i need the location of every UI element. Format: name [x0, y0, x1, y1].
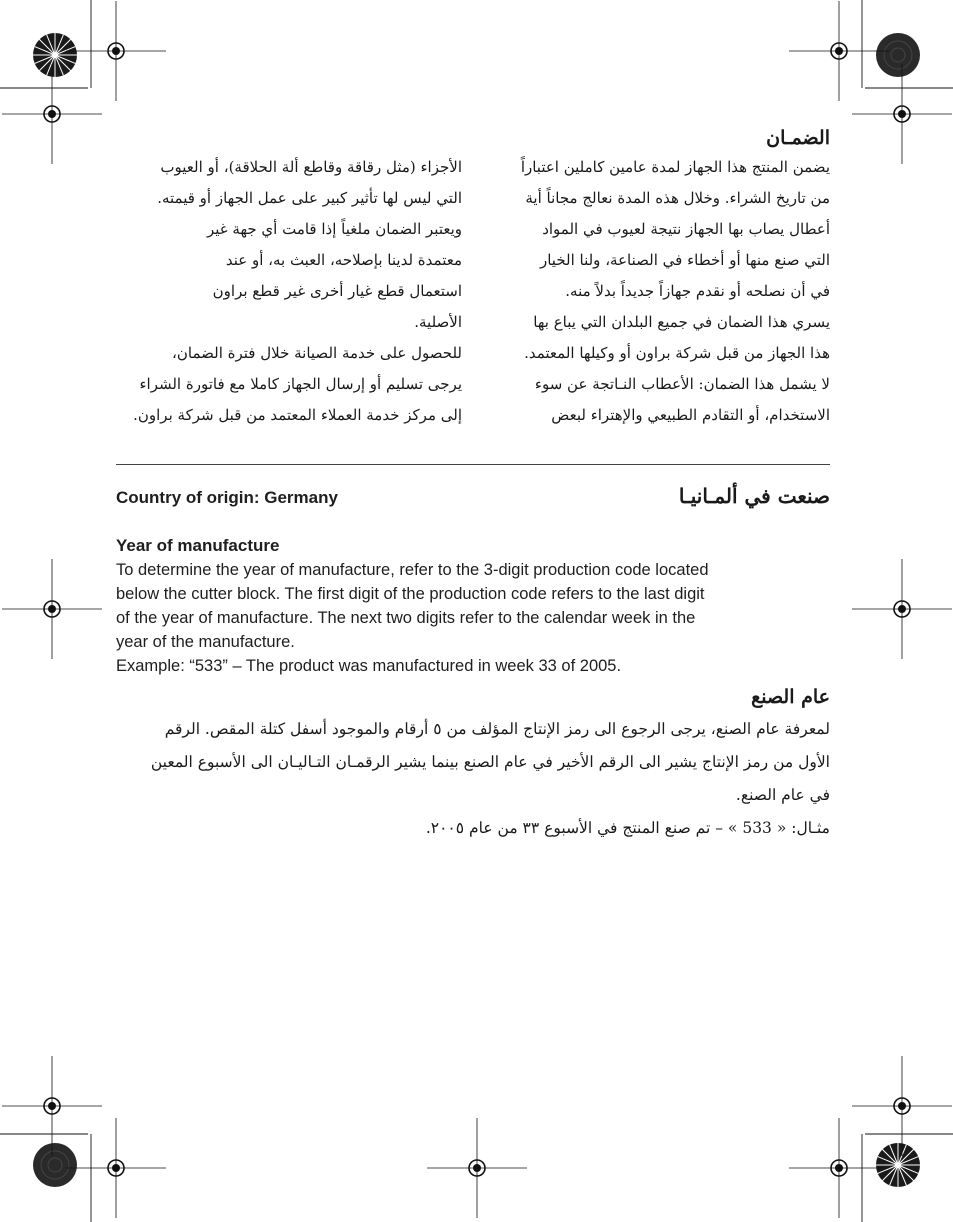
year-of-manufacture-text: To determine the year of manufacture, refer to the 3-digit production code located below the cutter block. The first digit of the production code refers to the last digit of the year of manufacture. The next two digits refer to the calendar week in the year of the manufacture. Example: “533” – The product was manufactured in week 33 of 2005. [116, 561, 709, 675]
warranty-text-right-column: يضمن المنتج هذا الجهاز لمدة عامين كاملين اعتباراً من تاريخ الشراء. وخلال هذه المدة نعالج مجاناً أية أعطال يصاب بها الجهاز نتيجة لعيوب في المواد التي صنع منها أو أخطاء في الصناعة، ولنا الخيار في أن نصلحه أو نقدم جهازاً جديداً بدلاً منه. يسري هذا الضمان في جميع البلدان التي يباع بها هذا الجهاز من قبل شركة براون أو وكيلها المعتمد. لا يشمل هذا الضمان: الأعطاب النـاتجة عن سوء الاستخدام، أو التقادم الطبيعي والإهتراء لبعض [520, 158, 830, 424]
country-of-origin-arabic: صنعت في ألمـانيـا [678, 484, 830, 508]
year-of-manufacture-heading: Year of manufacture [116, 536, 280, 555]
section-divider [116, 464, 830, 465]
year-of-manufacture-arabic-heading: عام الصنع [751, 686, 830, 708]
country-of-origin-english: Country of origin: Germany [116, 488, 338, 507]
warranty-text-left-column: الأجزاء (مثل رقاقة وقاطع ألة الحلاقة)، أو العيوب التي ليس لها تأثير كبير على عمل الجهاز أو قيمته. ويعتبر الضمان ملغياً إذا قامت أي جهة غير معتمدة لدينا بإصلاحه، العبث به، أو عند استعمال قطع غيار أخرى غير قطع براون الأصلية. للحصول على خدمة الصيانة خلال فترة الضمان، يرجى تسليم أو إرسال الجهاز كاملا مع فاتورة الشراء إلى مركز خدمة العملاء المعتمد من قبل شركة براون. [133, 158, 462, 424]
warranty-heading: الضمـان [766, 127, 830, 149]
year-of-manufacture-arabic-text: لمعرفة عام الصنع، يرجى الرجوع الى رمز الإنتاج المؤلف من ٥ أرقام والموجود أسفل كتلة المقص. الرقم الأول من رمز الإنتاج يشير الى الرقم الأخير في عام الصنع بينما يشير الرقمـان التـاليـان الى الأسبوع المعين في عام الصنع. مثـال: « 533 » – تم صنع المنتج في الأسبوع ٣٣ من عام ٢٠٠٥. [150, 720, 830, 837]
